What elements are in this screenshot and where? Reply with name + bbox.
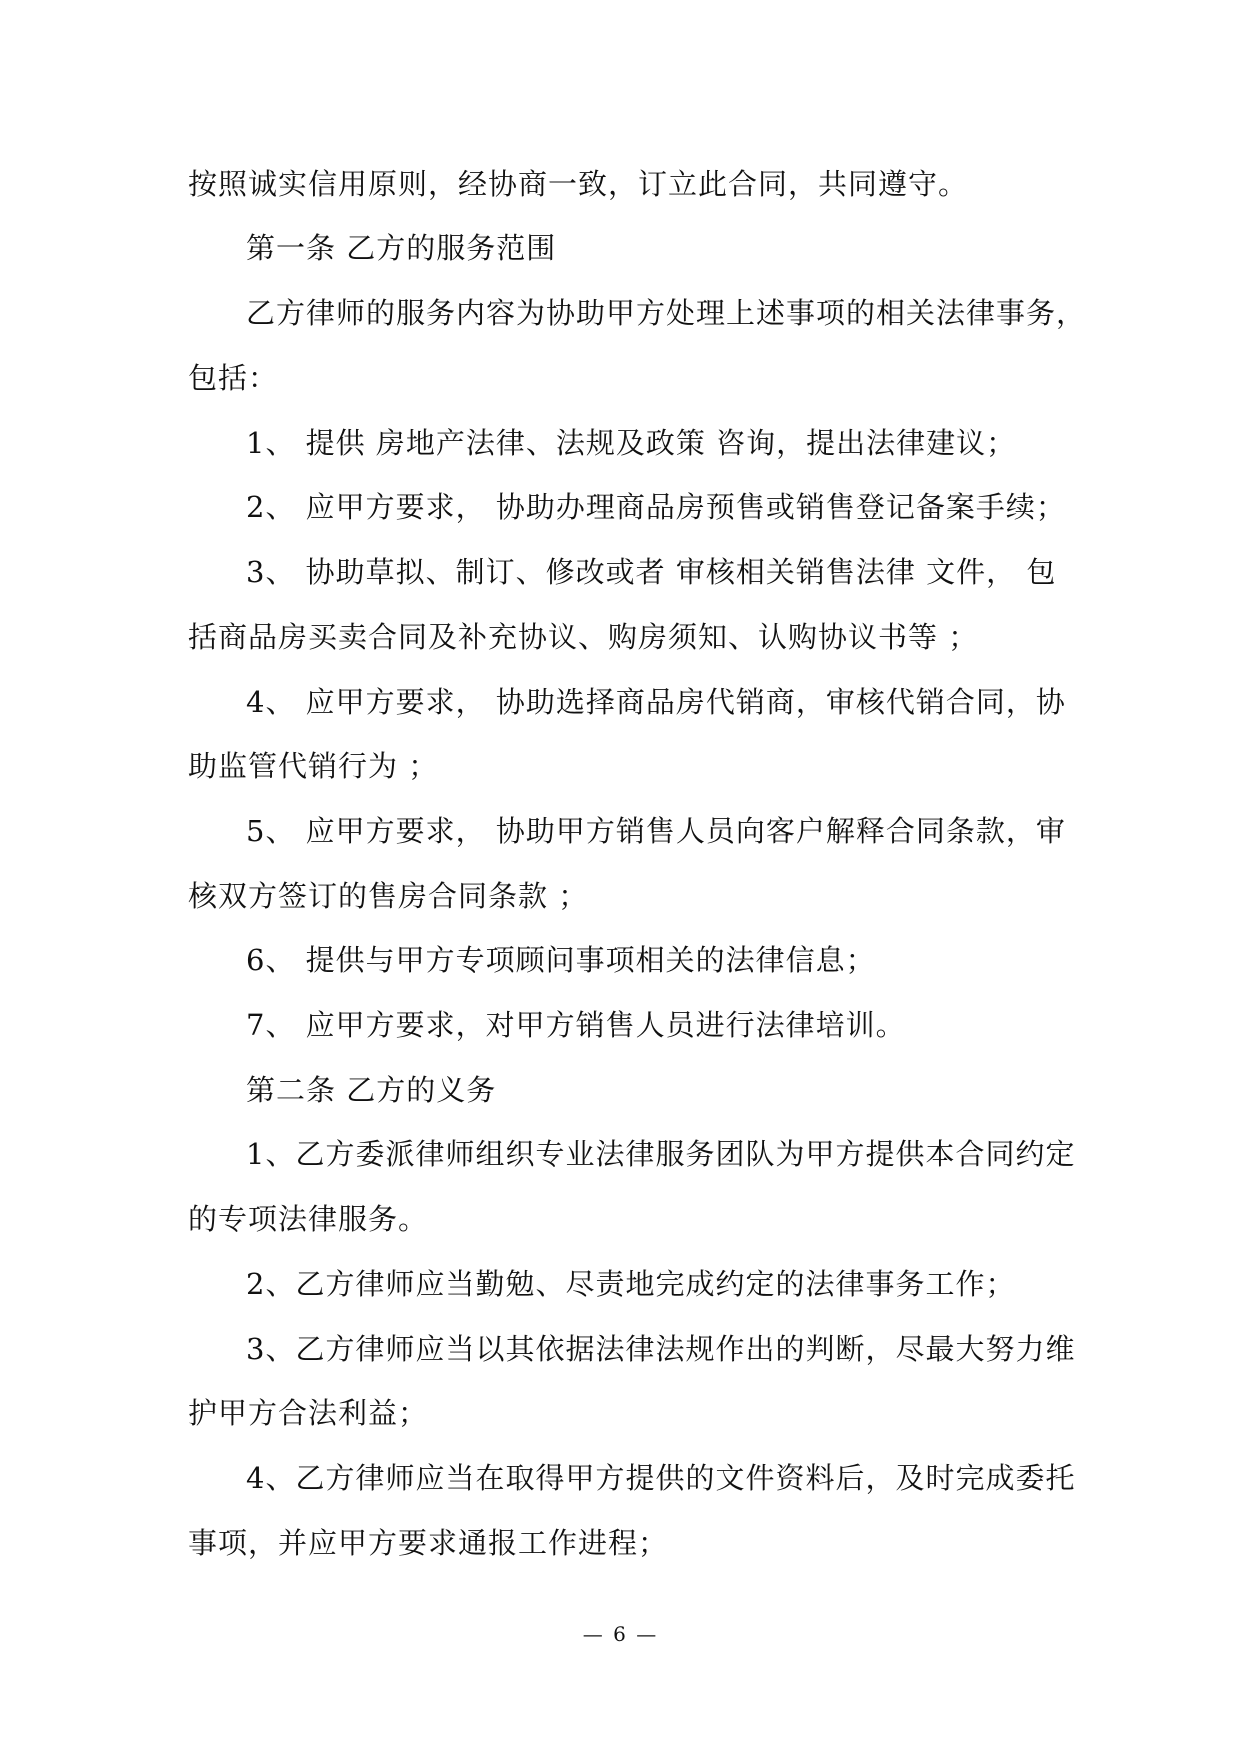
list-item: 1、乙方委派律师组织专业法律服务团队为甲方提供本合同约定 [246,1137,1076,1171]
page-number: — 6 — [582,1622,659,1646]
list-item: 4、 应甲方要求， 协助选择商品房代销商，审核代销合同，协 [246,685,1066,719]
paragraph-line: 乙方律师的服务内容为协助甲方处理上述事项的相关法律事务， [246,296,1087,330]
paragraph-line: 包括： [188,361,279,395]
list-item-continuation: 助监管代销行为 ； [188,749,439,783]
list-item: 7、 应甲方要求，对甲方销售人员进行法律培训。 [246,1008,906,1042]
list-item: 3、 协助草拟、制订、修改或者 审核相关销售法律 文件， 包 [246,555,1057,589]
list-item-continuation: 核双方签订的售房合同条款 ； [188,879,589,913]
list-item: 4、乙方律师应当在取得甲方提供的文件资料后，及时完成委托 [246,1461,1076,1495]
list-item: 2、 应甲方要求， 协助办理商品房预售或销售登记备案手续； [246,490,1066,524]
list-item-continuation: 的专项法律服务。 [188,1202,429,1236]
section-heading: 第一条 乙方的服务范围 [246,231,557,265]
list-item-continuation: 事项，并应甲方要求通报工作进程； [188,1526,669,1560]
list-item-continuation: 护甲方合法利益； [188,1396,429,1430]
list-item: 6、 提供与甲方专项顾问事项相关的法律信息； [246,943,876,977]
list-item: 3、乙方律师应当以其依据法律法规作出的判断，尽最大努力维 [246,1332,1076,1366]
section-heading: 第二条 乙方的义务 [246,1073,497,1107]
list-item: 1、 提供 房地产法律、法规及政策 咨询，提出法律建议； [246,426,1017,460]
list-item: 2、乙方律师应当勤勉、尽责地完成约定的法律事务工作； [246,1267,1016,1301]
paragraph-line: 按照诚实信用原则，经协商一致，订立此合同，共同遵守。 [188,167,969,201]
list-item: 5、 应甲方要求， 协助甲方销售人员向客户解释合同条款，审 [246,814,1066,848]
list-item-continuation: 括商品房买卖合同及补充协议、购房须知、认购协议书等 ； [188,620,979,654]
